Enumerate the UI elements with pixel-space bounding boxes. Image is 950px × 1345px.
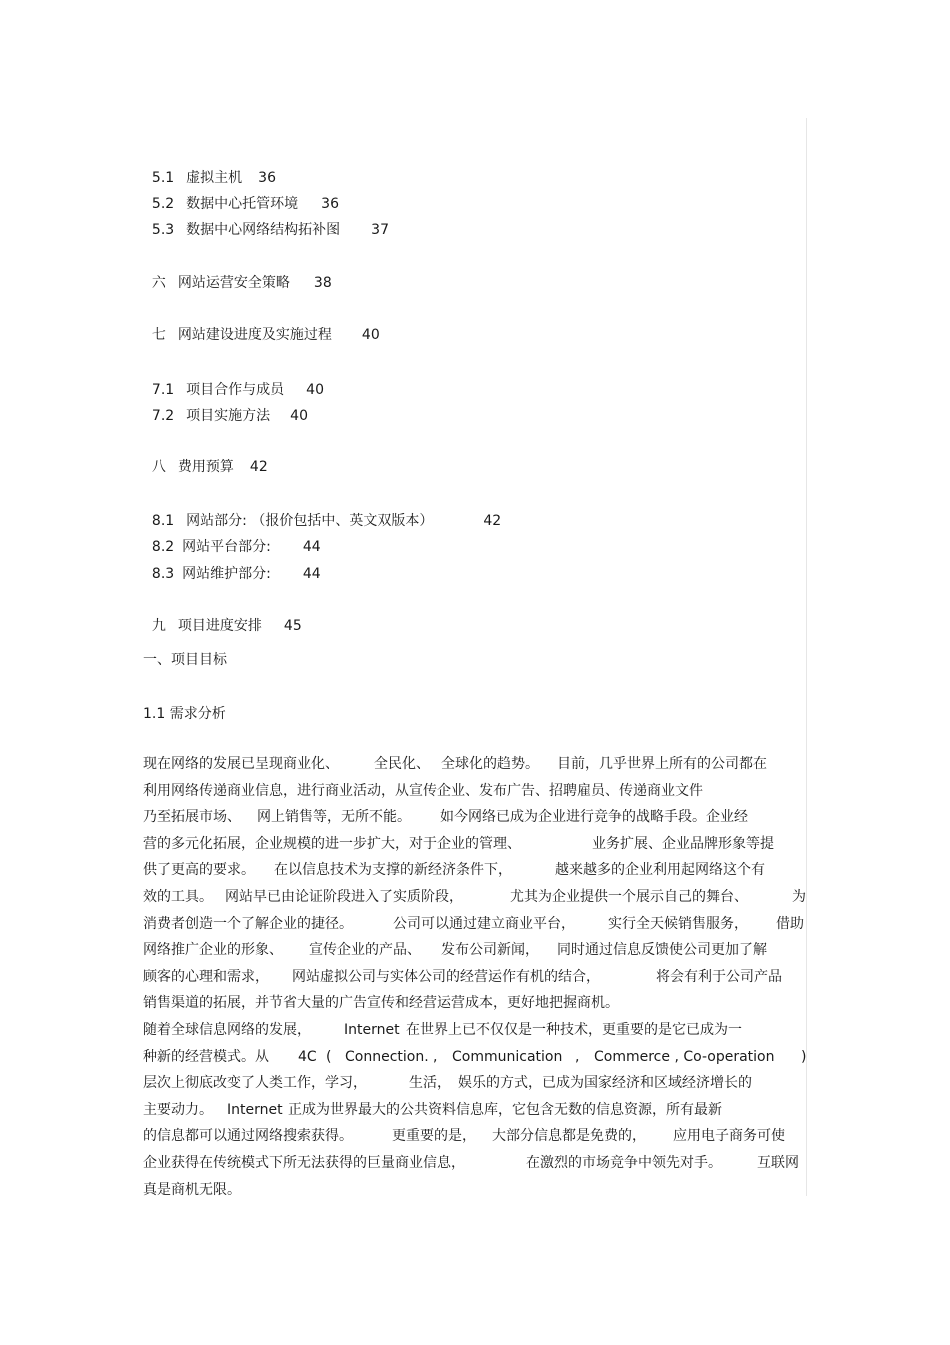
text-segment: 全球化的趋势。 xyxy=(441,756,539,772)
toc-page: 40 xyxy=(290,408,308,424)
text-segment: 顾客的心理和需求， xyxy=(143,968,269,985)
toc-page: 42 xyxy=(483,513,502,529)
toc-title: 虚拟主机 xyxy=(186,170,243,186)
body-line xyxy=(143,808,808,835)
text-segment: Commerce , Co-operation xyxy=(594,1048,775,1065)
text-segment: 层次上彻底改变了人类工作，学习， xyxy=(143,1075,367,1092)
text-segment: , xyxy=(433,1048,438,1065)
body-line xyxy=(143,994,808,1021)
body-line xyxy=(143,782,808,809)
toc-page: 40 xyxy=(361,327,380,343)
text-segment: 乃至拓展市场、 xyxy=(143,809,241,826)
body-line xyxy=(143,915,808,942)
text-segment: 目前，几乎世界上所有的公司都在 xyxy=(557,756,767,772)
subsection-heading: 1.1 需求分析 xyxy=(143,706,226,722)
text-segment: 将会有利于公司产品 xyxy=(656,968,782,985)
body-line xyxy=(143,888,808,915)
toc-number: 7.2 xyxy=(151,408,175,424)
toc-entry[interactable] xyxy=(143,203,389,239)
body-line xyxy=(143,1181,808,1208)
toc-page: 36 xyxy=(321,196,339,212)
toc-title: 项目实施方法 xyxy=(186,408,271,424)
body-line xyxy=(143,968,808,995)
text-segment: 大部分信息都是免费的， xyxy=(492,1128,646,1145)
toc-entry[interactable] xyxy=(143,308,380,344)
text-segment: 销售渠道的拓展，并节省大量的广告宣传和经营运营成本，更好地把握商机。 xyxy=(143,995,619,1012)
text-segment: Communication xyxy=(452,1048,563,1065)
text-segment: 现在网络的发展已呈现商业化、 xyxy=(143,756,339,772)
toc-page: 36 xyxy=(258,170,276,186)
text-segment: 全民化、 xyxy=(374,756,430,772)
toc-number: 七 xyxy=(151,327,166,343)
body-line xyxy=(143,835,808,862)
text-segment: 网站早已由论证阶段进入了实质阶段， xyxy=(225,888,463,905)
body-paragraph xyxy=(143,755,808,1207)
toc-title: 网站运营安全策略 xyxy=(177,275,290,291)
toc-title: 网站建设进度及实施过程 xyxy=(177,327,332,343)
toc-entry[interactable] xyxy=(143,547,321,583)
body-line xyxy=(143,1021,808,1048)
text-segment: 发布公司新闻， xyxy=(441,942,539,959)
text-segment: 同时通过信息反馈使公司更加了解 xyxy=(557,942,767,959)
toc-number: 8.1 xyxy=(151,513,175,529)
text-segment: 的信息都可以通过网络搜索获得。 xyxy=(143,1128,353,1145)
text-segment: 真是商机无限。 xyxy=(143,1181,241,1198)
text-segment: 在世界上已不仅仅是一种技术，更重要的是它已成为一 xyxy=(406,1021,742,1038)
toc-page: 45 xyxy=(283,618,302,634)
toc-number: 九 xyxy=(151,618,166,634)
text-segment: 正成为世界最大的公共资料信息库，它包含无数的信息资源，所有最新 xyxy=(288,1101,722,1118)
text-segment: Connection. xyxy=(345,1048,429,1065)
text-segment: 网络推广企业的形象、 xyxy=(143,942,283,959)
toc-page: 44 xyxy=(302,566,321,582)
text-segment: Internet xyxy=(227,1101,283,1118)
text-segment: 利用网络传递商业信息，进行商业活动，从宣传企业、发布广告、招聘雇员、传递商业文件 xyxy=(143,782,703,799)
text-segment: 实行全天候销售服务， xyxy=(608,915,748,932)
text-segment: 在以信息技术为支撑的新经济条件下， xyxy=(274,862,512,879)
text-segment: , xyxy=(575,1048,580,1065)
toc-number: 5.1 xyxy=(151,170,175,186)
text-segment: 互联网 xyxy=(757,1154,799,1171)
text-segment: 企业获得在传统模式下所无法获得的巨量商业信息， xyxy=(143,1154,465,1171)
text-segment: 随着全球信息网络的发展， xyxy=(143,1021,311,1038)
body-line xyxy=(143,1101,808,1128)
text-segment: 4C xyxy=(298,1048,317,1065)
toc-title: 数据中心网络结构拓补图 xyxy=(186,222,341,238)
text-segment: ( xyxy=(326,1048,332,1065)
body-line xyxy=(143,1154,808,1181)
text-segment: 娱乐的方式，已成为国家经济和区域经济增长的 xyxy=(458,1075,752,1092)
body-line xyxy=(143,755,808,782)
toc-page: 42 xyxy=(249,459,268,475)
toc-title: 项目合作与成员 xyxy=(186,382,285,398)
toc-number: 7.1 xyxy=(151,382,175,398)
toc-number: 8.3 xyxy=(151,566,175,582)
body-line xyxy=(143,941,808,968)
toc-number: 8.2 xyxy=(151,539,175,555)
text-segment: 应用电子商务可使 xyxy=(673,1128,785,1145)
text-segment: 效的工具。 xyxy=(143,888,213,905)
toc-title: 网站部分: （报价包括中、英文双版本） xyxy=(186,513,434,529)
toc-entry[interactable] xyxy=(143,256,332,292)
toc-entry[interactable] xyxy=(143,599,302,635)
text-segment: 公司可以通过建立商业平台， xyxy=(393,915,575,932)
text-segment: 供了更高的要求。 xyxy=(143,862,255,879)
text-segment: 业务扩展、企业品牌形象等提 xyxy=(592,835,774,852)
text-segment: 如今网络已成为企业进行竞争的战略手段。企业经 xyxy=(440,809,748,826)
toc-entry[interactable] xyxy=(143,389,308,425)
toc-page: 40 xyxy=(306,382,324,398)
text-segment: Internet xyxy=(344,1021,400,1038)
toc-number: 八 xyxy=(151,459,166,475)
body-line xyxy=(143,1048,808,1075)
toc-number: 六 xyxy=(151,275,166,291)
body-line xyxy=(143,1074,808,1101)
toc-entry[interactable] xyxy=(143,440,268,476)
toc-title: 网站维护部分: xyxy=(182,566,271,582)
text-segment: 网上销售等，无所不能。 xyxy=(257,809,411,826)
toc-page: 38 xyxy=(313,275,332,291)
toc-title: 费用预算 xyxy=(177,459,234,475)
toc-number: 5.3 xyxy=(151,222,175,238)
toc-page: 37 xyxy=(371,222,389,238)
toc-title: 项目进度安排 xyxy=(177,618,262,634)
text-segment: ) xyxy=(801,1048,807,1065)
text-segment: 生活， xyxy=(409,1075,451,1092)
text-segment: 宣传企业的产品、 xyxy=(309,942,421,959)
body-line xyxy=(143,861,808,888)
text-segment: 在激烈的市场竞争中领先对手。 xyxy=(526,1154,722,1171)
text-segment: 网站虚拟公司与实体公司的经营运作有机的结合， xyxy=(292,968,600,985)
text-segment: 消费者创造一个了解企业的捷径。 xyxy=(143,915,353,932)
text-segment: 尤其为企业提供一个展示自己的舞台、 xyxy=(510,888,748,905)
text-segment: 更重要的是， xyxy=(392,1128,476,1145)
text-segment: 越来越多的企业利用起网络这个有 xyxy=(555,862,765,879)
text-segment: 借助 xyxy=(776,915,804,932)
body-line xyxy=(143,1127,808,1154)
toc-page: 44 xyxy=(302,539,321,555)
toc-title: 网站平台部分: xyxy=(182,539,271,555)
text-segment: 主要动力。 xyxy=(143,1101,213,1118)
text-segment: 营的多元化拓展，企业规模的进一步扩大，对于企业的管理、 xyxy=(143,835,521,852)
text-segment: 种新的经营模式。从 xyxy=(143,1048,269,1065)
section-heading: 一、项目目标 xyxy=(143,652,227,668)
toc-title: 数据中心托管环境 xyxy=(186,196,299,212)
text-segment: 为 xyxy=(792,888,806,905)
toc-number: 5.2 xyxy=(151,196,175,212)
